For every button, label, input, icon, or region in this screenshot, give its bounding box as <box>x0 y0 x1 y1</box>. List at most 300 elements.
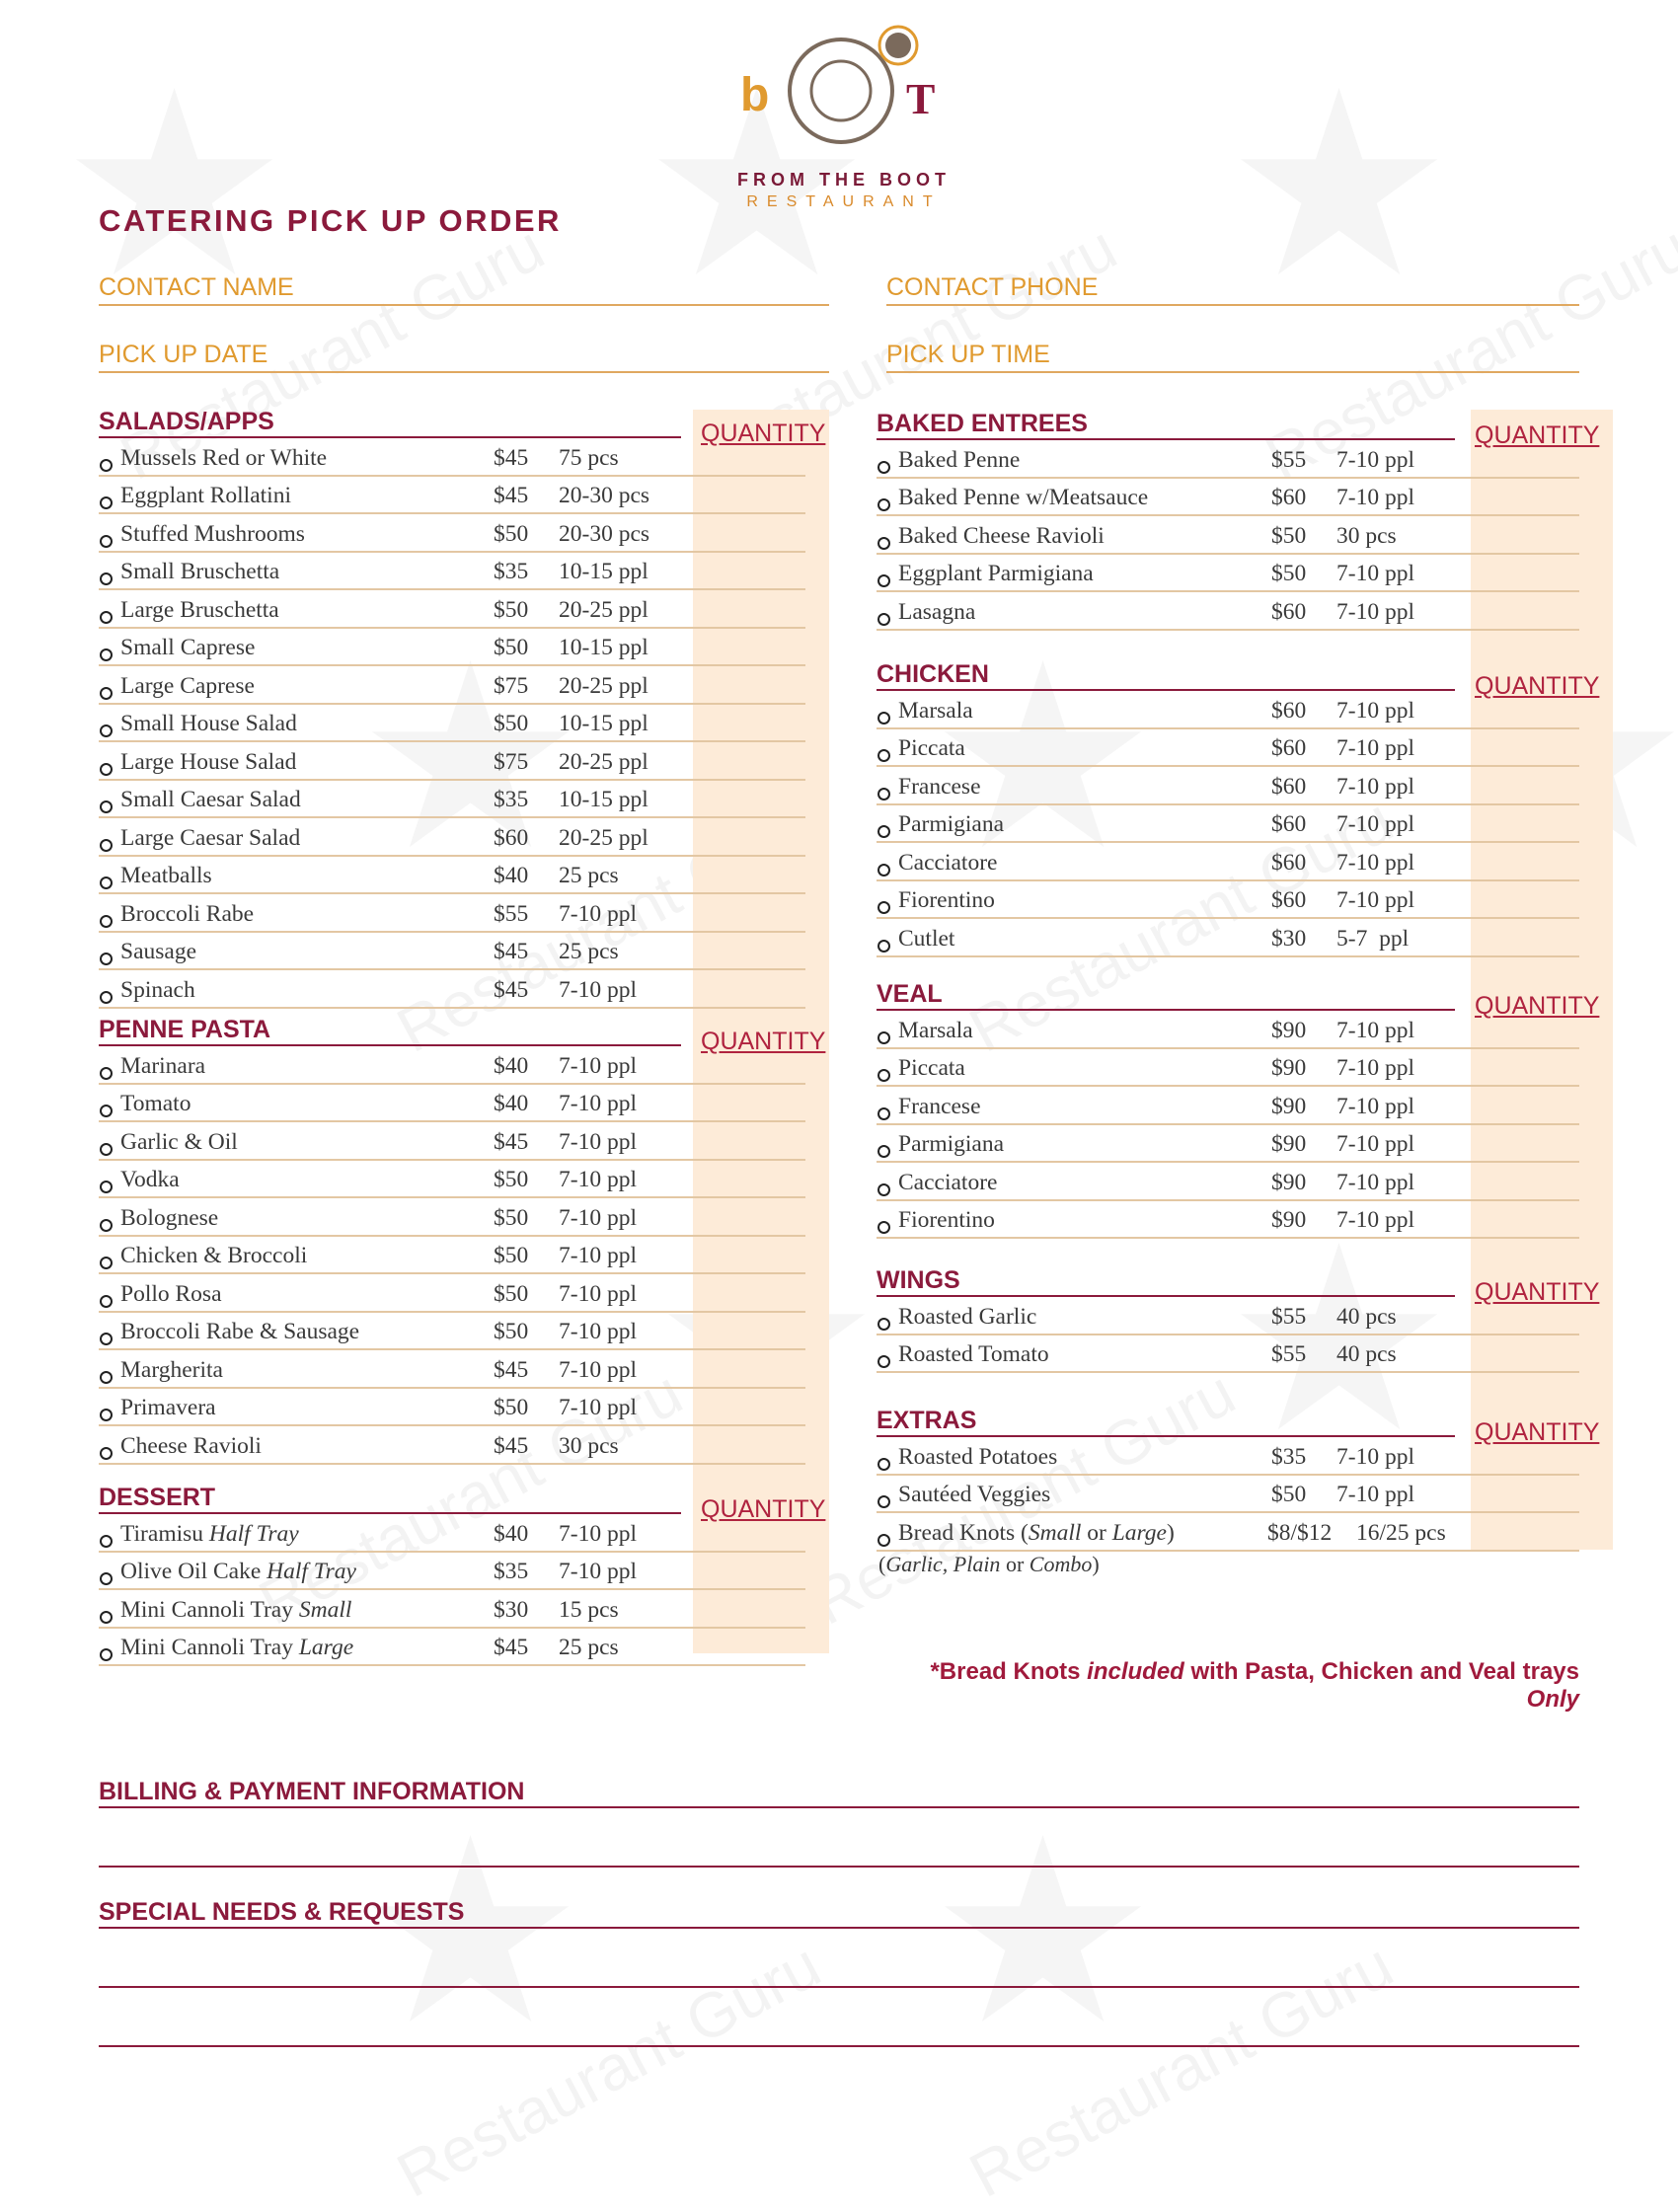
item-price: $45 <box>494 483 529 508</box>
checkbox-circle-icon[interactable] <box>100 763 113 776</box>
item-serving-size: 7-10 ppl <box>1336 1055 1414 1081</box>
item-price: $40 <box>494 1052 529 1079</box>
checkbox-circle-icon[interactable] <box>100 801 113 813</box>
item-price: $55 <box>1271 446 1307 473</box>
section-wings <box>877 1263 1600 1373</box>
menu-item-row[interactable] <box>877 516 1579 555</box>
item-serving-size: 20-25 ppl <box>559 596 648 623</box>
item-price: $45 <box>494 939 529 964</box>
item-name: Broccoli Rabe & Sausage <box>120 1319 360 1344</box>
item-name: Bread Knots (Small or Large) <box>898 1519 1175 1546</box>
item-name: Broccoli Rabe <box>120 900 255 927</box>
item-name: Meatballs <box>120 863 212 888</box>
item-serving-size: 7-10 ppl <box>1336 849 1414 876</box>
menu-item-row[interactable] <box>877 691 1579 729</box>
item-price: $40 <box>494 1091 529 1116</box>
page-title: CATERING PICK UP ORDER <box>99 203 562 238</box>
item-serving-size: 7-10 ppl <box>1336 1093 1414 1119</box>
menu-item-row[interactable] <box>877 843 1579 881</box>
checkbox-circle-icon[interactable] <box>877 1145 890 1158</box>
section-header <box>877 1404 1600 1446</box>
item-serving-size: 20-25 ppl <box>559 748 648 775</box>
menu-item-row[interactable] <box>99 1590 805 1629</box>
section-header <box>877 977 1600 1020</box>
checkbox-circle-icon[interactable] <box>100 725 113 737</box>
item-price: $60 <box>1271 849 1307 876</box>
item-serving-size: 7-10 ppl <box>559 1091 637 1116</box>
menu-item-row[interactable] <box>99 781 805 819</box>
item-name: Lasagna <box>898 598 976 625</box>
item-name: Tiramisu Half Tray <box>120 1520 299 1547</box>
item-name: Pollo Rosa <box>120 1280 222 1307</box>
menu-item-row[interactable] <box>99 1046 805 1085</box>
item-name: Fiorentino <box>898 887 995 913</box>
item-name: Cheese Ravioli <box>120 1432 262 1459</box>
item-name: Large Caesar Salad <box>120 824 301 851</box>
quantity-header: QUANTITY <box>701 420 826 447</box>
item-price: $60 <box>1271 735 1307 761</box>
item-name: Large Caprese <box>120 672 255 699</box>
menu-item-row[interactable] <box>99 818 805 857</box>
menu-item-row[interactable] <box>99 1198 805 1237</box>
item-price: $45 <box>494 976 529 1003</box>
section-title: EXTRAS <box>877 1407 977 1434</box>
section-title: VEAL <box>877 980 943 1008</box>
item-price: $75 <box>494 672 529 699</box>
item-price: $45 <box>494 1128 529 1155</box>
checkbox-circle-icon[interactable] <box>100 1181 113 1193</box>
menu-item-row[interactable] <box>877 1513 1579 1552</box>
checkbox-circle-icon[interactable] <box>100 1648 113 1661</box>
menu-item-row[interactable] <box>877 919 1579 957</box>
item-price: $50 <box>494 1243 529 1268</box>
checkbox-circle-icon[interactable] <box>877 712 890 725</box>
item-name: Roasted Potatoes <box>898 1443 1058 1470</box>
menu-item-row[interactable] <box>99 590 805 629</box>
menu-item-row[interactable] <box>877 767 1579 805</box>
checkbox-circle-icon[interactable] <box>100 1572 113 1585</box>
menu-item-row[interactable] <box>877 805 1579 844</box>
checkbox-circle-icon[interactable] <box>877 613 890 626</box>
menu-item-row[interactable] <box>877 1011 1579 1049</box>
item-name: Parmigiana <box>898 1131 1005 1157</box>
checkbox-circle-icon[interactable] <box>877 1458 890 1471</box>
item-serving-size: 7-10 ppl <box>1336 735 1414 761</box>
checkbox-circle-icon[interactable] <box>877 825 890 838</box>
checkbox-circle-icon[interactable] <box>100 877 113 889</box>
menu-item-row[interactable] <box>877 881 1579 920</box>
item-serving-size: 10-15 ppl <box>559 711 648 736</box>
item-price: $35 <box>494 1559 529 1584</box>
bread-knots-note: *Bread Knots included with Pasta, Chicken and Veal trays Only <box>930 1658 1579 1713</box>
section-title: BAKED ENTREES <box>877 410 1088 437</box>
item-serving-size: 40 pcs <box>1336 1341 1397 1367</box>
checkbox-circle-icon[interactable] <box>877 864 890 877</box>
item-serving-size: 7-10 ppl <box>559 1356 637 1383</box>
item-serving-size: 7-10 ppl <box>559 1204 637 1231</box>
item-serving-size: 7-10 ppl <box>559 976 637 1003</box>
checkbox-circle-icon[interactable] <box>100 1333 113 1345</box>
quantity-header: QUANTITY <box>1475 672 1600 700</box>
item-serving-size: 10-15 ppl <box>559 635 648 660</box>
billing-field[interactable] <box>99 1771 1579 1808</box>
checkbox-circle-icon[interactable] <box>100 611 113 624</box>
item-price: $90 <box>1271 1055 1307 1081</box>
item-serving-size: 7-10 ppl <box>1336 1131 1414 1157</box>
item-price: $60 <box>1271 697 1307 724</box>
item-serving-size: 7-10 ppl <box>1336 485 1414 510</box>
checkbox-circle-icon[interactable] <box>100 1447 113 1460</box>
watermark <box>385 1928 831 2211</box>
menu-item-row[interactable] <box>877 1335 1579 1374</box>
section-header <box>99 405 826 447</box>
item-price: $90 <box>1271 1169 1307 1195</box>
item-serving-size: 20-30 pcs <box>559 483 650 508</box>
item-serving-size: 7-10 ppl <box>559 1167 637 1192</box>
menu-item-row[interactable] <box>877 1297 1579 1335</box>
item-serving-size: 7-10 ppl <box>1336 811 1414 837</box>
item-serving-size: 7-10 ppl <box>559 1559 637 1584</box>
pickup-time-field[interactable] <box>886 332 1579 373</box>
item-serving-size: 25 pcs <box>559 1635 619 1660</box>
menu-item-row[interactable] <box>99 1161 805 1199</box>
item-serving-size: 40 pcs <box>1336 1303 1397 1330</box>
item-serving-size: 7-10 ppl <box>1336 446 1414 473</box>
menu-item-row[interactable] <box>877 1437 1579 1476</box>
item-price: $50 <box>494 1280 529 1307</box>
item-price: $50 <box>1271 522 1307 549</box>
item-name: Margherita <box>120 1356 223 1383</box>
section-veal <box>877 977 1600 1239</box>
checkbox-circle-icon[interactable] <box>877 1355 890 1368</box>
item-price: $50 <box>494 1395 529 1420</box>
menu-item-row[interactable] <box>99 1514 805 1553</box>
menu-item-row[interactable] <box>99 894 805 933</box>
item-name: Small House Salad <box>120 711 297 736</box>
quantity-header: QUANTITY <box>1475 1278 1600 1306</box>
section-title: DESSERT <box>99 1484 216 1511</box>
item-name: Marsala <box>898 1017 973 1043</box>
item-name: Large Bruschetta <box>120 596 279 623</box>
item-name: Spinach <box>120 976 195 1003</box>
item-name: Baked Cheese Ravioli <box>898 522 1105 549</box>
item-name: Piccata <box>898 735 965 761</box>
watermark <box>957 1928 1404 2211</box>
item-serving-size: 7-10 ppl <box>1336 1207 1414 1233</box>
item-price: $50 <box>494 711 529 736</box>
item-serving-size: 16/25 pcs <box>1356 1519 1446 1546</box>
item-serving-size: 7-10 ppl <box>559 1243 637 1268</box>
menu-item-row[interactable] <box>99 1085 805 1123</box>
checkbox-circle-icon[interactable] <box>100 459 113 472</box>
menu-item-row[interactable] <box>877 1163 1579 1201</box>
checkbox-circle-icon[interactable] <box>100 1371 113 1384</box>
checkbox-circle-icon[interactable] <box>877 1031 890 1044</box>
checkbox-circle-icon[interactable] <box>100 1067 113 1080</box>
section-baked <box>877 407 1600 631</box>
checkbox-circle-icon[interactable] <box>100 991 113 1004</box>
checkbox-circle-icon[interactable] <box>877 1107 890 1120</box>
checkbox-circle-icon[interactable] <box>100 1409 113 1421</box>
quantity-header: QUANTITY <box>701 1495 826 1523</box>
item-serving-size: 25 pcs <box>559 939 619 964</box>
item-name: Tomato <box>120 1091 191 1116</box>
item-name: Stuffed Mushrooms <box>120 520 305 547</box>
checkbox-circle-icon[interactable] <box>877 901 890 914</box>
checkbox-circle-icon[interactable] <box>100 839 113 852</box>
item-serving-size: 30 pcs <box>559 1432 619 1459</box>
checkbox-circle-icon[interactable] <box>877 461 890 474</box>
item-price: $55 <box>1271 1341 1307 1367</box>
item-price: $50 <box>1271 561 1307 586</box>
special-requests-line[interactable] <box>99 1986 1579 1988</box>
item-name: Sautéed Veggies <box>898 1482 1051 1507</box>
item-price: $35 <box>1271 1443 1307 1470</box>
item-name: Cutlet <box>898 925 955 952</box>
item-price: $35 <box>494 787 529 812</box>
contact-name-field[interactable] <box>99 265 829 306</box>
item-name: Cacciatore <box>898 849 998 876</box>
section-dessert <box>99 1481 826 1666</box>
item-price: $60 <box>1271 598 1307 625</box>
section-title: SALADS/APPS <box>99 408 274 435</box>
checkbox-circle-icon[interactable] <box>877 940 890 953</box>
item-name: Sausage <box>120 939 197 964</box>
checkbox-circle-icon[interactable] <box>877 1495 890 1508</box>
logo-mark <box>730 20 957 168</box>
pickup-date-field[interactable] <box>99 332 829 373</box>
checkbox-circle-icon[interactable] <box>100 953 113 965</box>
item-name: Garlic & Oil <box>120 1128 238 1155</box>
checkbox-circle-icon[interactable] <box>877 1534 890 1547</box>
menu-item-row[interactable] <box>99 1274 805 1313</box>
item-serving-size: 7-10 ppl <box>1336 1169 1414 1195</box>
checkbox-circle-icon[interactable] <box>877 574 890 587</box>
menu-item-row[interactable] <box>99 933 805 971</box>
menu-item-row[interactable] <box>877 1125 1579 1164</box>
contact-name-label: CONTACT NAME <box>99 273 294 301</box>
item-serving-size: 7-10 ppl <box>559 1280 637 1307</box>
item-price: $8/$12 <box>1267 1519 1333 1546</box>
item-price: $30 <box>1271 925 1307 952</box>
item-name: Piccata <box>898 1055 965 1081</box>
item-price: $50 <box>494 1204 529 1231</box>
item-name: Cacciatore <box>898 1169 998 1195</box>
checkbox-circle-icon[interactable] <box>100 572 113 585</box>
quantity-header: QUANTITY <box>1475 992 1600 1020</box>
item-serving-size: 7-10 ppl <box>1336 1443 1414 1470</box>
item-name: Francese <box>898 773 981 800</box>
logo-line2: RESTAURANT <box>746 193 942 210</box>
item-serving-size: 7-10 ppl <box>1336 773 1414 800</box>
item-price: $75 <box>494 748 529 775</box>
menu-item-row[interactable] <box>877 1201 1579 1240</box>
item-name: Primavera <box>120 1395 216 1420</box>
section-title: PENNE PASTA <box>99 1016 271 1043</box>
item-price: $60 <box>1271 773 1307 800</box>
item-price: $90 <box>1271 1093 1307 1119</box>
item-serving-size: 7-10 ppl <box>559 1128 637 1155</box>
checkbox-circle-icon[interactable] <box>877 1318 890 1331</box>
item-price: $30 <box>494 1596 529 1623</box>
item-serving-size: 7-10 ppl <box>559 900 637 927</box>
item-serving-size: 7-10 ppl <box>1336 598 1414 625</box>
checkbox-circle-icon[interactable] <box>100 1143 113 1156</box>
item-price: $60 <box>1271 485 1307 510</box>
item-serving-size: 10-15 ppl <box>559 559 648 584</box>
item-name: Small Caprese <box>120 635 256 660</box>
checkbox-circle-icon[interactable] <box>877 1069 890 1082</box>
item-name: Baked Penne w/Meatsauce <box>898 485 1149 510</box>
checkbox-circle-icon[interactable] <box>100 1257 113 1269</box>
special-requests-line[interactable] <box>99 2045 1579 2047</box>
item-price: $50 <box>494 635 529 660</box>
item-price: $45 <box>494 444 529 471</box>
checkbox-circle-icon[interactable] <box>100 1105 113 1117</box>
item-name: Small Caesar Salad <box>120 787 301 812</box>
checkbox-circle-icon[interactable] <box>100 1219 113 1232</box>
item-name: Mussels Red or White <box>120 444 328 471</box>
item-serving-size: 7-10 ppl <box>1336 697 1414 724</box>
menu-item-row[interactable] <box>877 1049 1579 1088</box>
item-name: Roasted Garlic <box>898 1303 1037 1330</box>
item-price: $60 <box>1271 887 1307 913</box>
checkbox-circle-icon[interactable] <box>100 687 113 700</box>
checkbox-circle-icon[interactable] <box>100 1295 113 1308</box>
section-extras <box>877 1404 1600 1552</box>
item-serving-size: 20-25 ppl <box>559 672 648 699</box>
item-name: Chicken & Broccoli <box>120 1243 308 1268</box>
pickup-time-label: PICK UP TIME <box>886 341 1050 368</box>
item-serving-size: 15 pcs <box>559 1596 619 1623</box>
menu-item-row[interactable] <box>99 1629 805 1667</box>
item-name: Bolognese <box>120 1204 219 1231</box>
contact-phone-field[interactable] <box>886 265 1579 306</box>
menu-item-row[interactable] <box>99 514 805 553</box>
item-price: $60 <box>1271 811 1307 837</box>
menu-item-row[interactable] <box>99 1122 805 1161</box>
billing-title: BILLING & PAYMENT INFORMATION <box>99 1778 525 1805</box>
item-price: $45 <box>494 1635 529 1660</box>
section-header <box>877 407 1600 449</box>
item-price: $50 <box>1271 1482 1307 1507</box>
item-serving-size: 7-10 ppl <box>1336 1482 1414 1507</box>
item-name: Eggplant Parmigiana <box>898 561 1094 586</box>
menu-item-row[interactable] <box>99 629 805 667</box>
item-name: Mini Cannoli Tray Small <box>120 1596 352 1623</box>
menu-item-row[interactable] <box>99 1237 805 1275</box>
menu-item-row[interactable] <box>877 555 1579 593</box>
checkbox-circle-icon[interactable] <box>100 915 113 928</box>
checkbox-circle-icon[interactable] <box>877 1221 890 1234</box>
item-price: $90 <box>1271 1017 1307 1043</box>
checkbox-circle-icon[interactable] <box>100 535 113 548</box>
menu-item-row[interactable] <box>99 742 805 781</box>
item-price: $50 <box>494 520 529 547</box>
item-serving-size: 25 pcs <box>559 863 619 888</box>
menu-item-row[interactable] <box>99 1350 805 1389</box>
billing-line[interactable] <box>99 1866 1579 1868</box>
menu-item-row[interactable] <box>99 1553 805 1591</box>
checkbox-circle-icon[interactable] <box>100 1535 113 1548</box>
checkbox-circle-icon[interactable] <box>877 1183 890 1196</box>
menu-item-row[interactable] <box>99 705 805 743</box>
menu-item-row[interactable] <box>877 479 1579 517</box>
item-serving-size: 7-10 ppl <box>1336 1017 1414 1043</box>
item-price: $60 <box>494 824 529 851</box>
svg-text:b: b <box>740 69 770 121</box>
checkbox-circle-icon[interactable] <box>877 788 890 801</box>
item-serving-size: 7-10 ppl <box>559 1052 637 1079</box>
section-header <box>99 1481 826 1523</box>
menu-item-row[interactable] <box>99 666 805 705</box>
menu-item-row[interactable] <box>99 1426 805 1465</box>
section-header <box>99 1013 826 1055</box>
item-serving-size: 20-30 pcs <box>559 520 650 547</box>
menu-item-row[interactable] <box>99 1389 805 1427</box>
item-name: Marinara <box>120 1052 206 1079</box>
item-price: $90 <box>1271 1131 1307 1157</box>
item-name: Roasted Tomato <box>898 1341 1049 1367</box>
checkbox-circle-icon[interactable] <box>100 1611 113 1624</box>
section-chicken <box>877 657 1600 957</box>
special-requests-field[interactable] <box>99 1891 1579 1929</box>
item-serving-size: 7-10 ppl <box>559 1395 637 1420</box>
restaurant-logo <box>730 20 957 217</box>
item-price: $40 <box>494 1520 529 1547</box>
menu-item-row[interactable] <box>99 857 805 895</box>
menu-item-row[interactable] <box>877 592 1579 631</box>
checkbox-circle-icon[interactable] <box>877 749 890 762</box>
item-serving-size: 30 pcs <box>1336 522 1397 549</box>
item-price: $50 <box>494 596 529 623</box>
menu-item-row[interactable] <box>99 970 805 1009</box>
menu-item-row[interactable] <box>99 438 805 477</box>
section-header <box>877 1263 1600 1306</box>
menu-item-row[interactable] <box>877 729 1579 768</box>
menu-item-row[interactable] <box>877 1476 1579 1514</box>
item-name: Parmigiana <box>898 811 1005 837</box>
item-price: $50 <box>494 1167 529 1192</box>
menu-item-row[interactable] <box>877 1087 1579 1125</box>
checkbox-circle-icon[interactable] <box>100 648 113 661</box>
pickup-date-label: PICK UP DATE <box>99 341 268 368</box>
item-price: $55 <box>494 900 529 927</box>
svg-text:T: T <box>906 75 936 123</box>
section-penne <box>99 1013 826 1465</box>
menu-item-row[interactable] <box>99 553 805 591</box>
item-name: Marsala <box>898 697 973 724</box>
item-price: $55 <box>1271 1303 1307 1330</box>
item-name: Fiorentino <box>898 1207 995 1233</box>
item-serving-size: 20-25 ppl <box>559 824 648 851</box>
item-name: Small Bruschetta <box>120 559 280 584</box>
quantity-header: QUANTITY <box>701 1028 826 1055</box>
item-price: $90 <box>1271 1207 1307 1233</box>
checkbox-circle-icon[interactable] <box>100 496 113 509</box>
contact-phone-label: CONTACT PHONE <box>886 273 1099 301</box>
item-serving-size: 7-10 ppl <box>559 1520 637 1547</box>
checkbox-circle-icon[interactable] <box>877 537 890 550</box>
menu-item-row[interactable] <box>877 440 1579 479</box>
item-name: Large House Salad <box>120 748 297 775</box>
section-header <box>877 657 1600 700</box>
item-name: Baked Penne <box>898 446 1021 473</box>
checkbox-circle-icon[interactable] <box>877 498 890 511</box>
bread-knots-flavors-note: (Garlic, Plain or Combo) <box>878 1552 1100 1576</box>
menu-item-row[interactable] <box>99 477 805 515</box>
menu-item-row[interactable] <box>99 1313 805 1351</box>
